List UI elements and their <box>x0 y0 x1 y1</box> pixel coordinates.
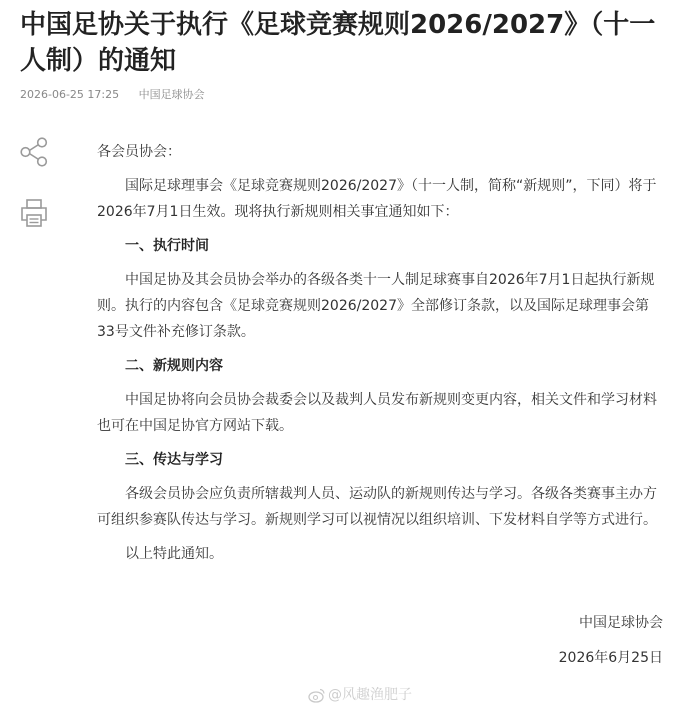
section-heading-new-rules-content: 二、新规则内容 <box>125 358 223 374</box>
closing-line: 以上特此通知。 <box>125 546 223 562</box>
article-meta <box>20 87 205 103</box>
print-icon[interactable] <box>18 197 50 229</box>
article-title: 中国足协关于执行《足球竞赛规则2026/2027》（十一人制）的通知 <box>20 10 656 76</box>
weibo-icon <box>308 687 326 703</box>
section-text-new-rules-content: 中国足协将向会员协会裁委会以及裁判人员发布新规则变更内容，相关文件和学习材料也可在中国足协官方网站下载。 <box>97 392 657 434</box>
intro-paragraph: 国际足球理事会《足球竞赛规则2026/2027》（十一人制，简称“新规则”，下同）将于2026年7月1日生效。现将执行新规则相关事宜通知如下： <box>97 178 657 220</box>
article-source: 中国足球协会 <box>138 88 205 101</box>
print-icon-graphic <box>18 197 50 229</box>
watermark <box>308 686 412 704</box>
watermark-text: @风趣渔肥子 <box>328 687 412 703</box>
share-icon[interactable] <box>18 136 50 168</box>
section-heading-execution-time: 一、执行时间 <box>125 238 209 254</box>
section-text-communication-learning: 各级会员协会应负责所辖裁判人员、运动队的新规则传达与学习。各级各类赛事主办方可组织参赛队传达与学习。新规则学习可以视情况以组织培训、下发材料自学等方式进行。 <box>97 486 657 528</box>
section-heading-communication-learning: 三、传达与学习 <box>125 452 223 468</box>
section-text-execution-time: 中国足协及其会员协会举办的各级各类十一人制足球赛事自2026年7月1日起执行新规则。执行的内容包含《足球竞赛规则2026/2027》全部修订条款，以及国际足球理事会第33号文件补充修订条款。 <box>97 272 655 340</box>
publish-datetime: 2026-06-25 17:25 <box>20 88 120 101</box>
signature-organization: 中国足球协会 <box>579 615 663 631</box>
article-body <box>97 139 665 671</box>
signature-block <box>97 610 665 671</box>
salutation: 各会员协会： <box>97 144 181 160</box>
share-icon-graphic <box>18 136 50 168</box>
signature-date: 2026年6月25日 <box>558 650 663 666</box>
